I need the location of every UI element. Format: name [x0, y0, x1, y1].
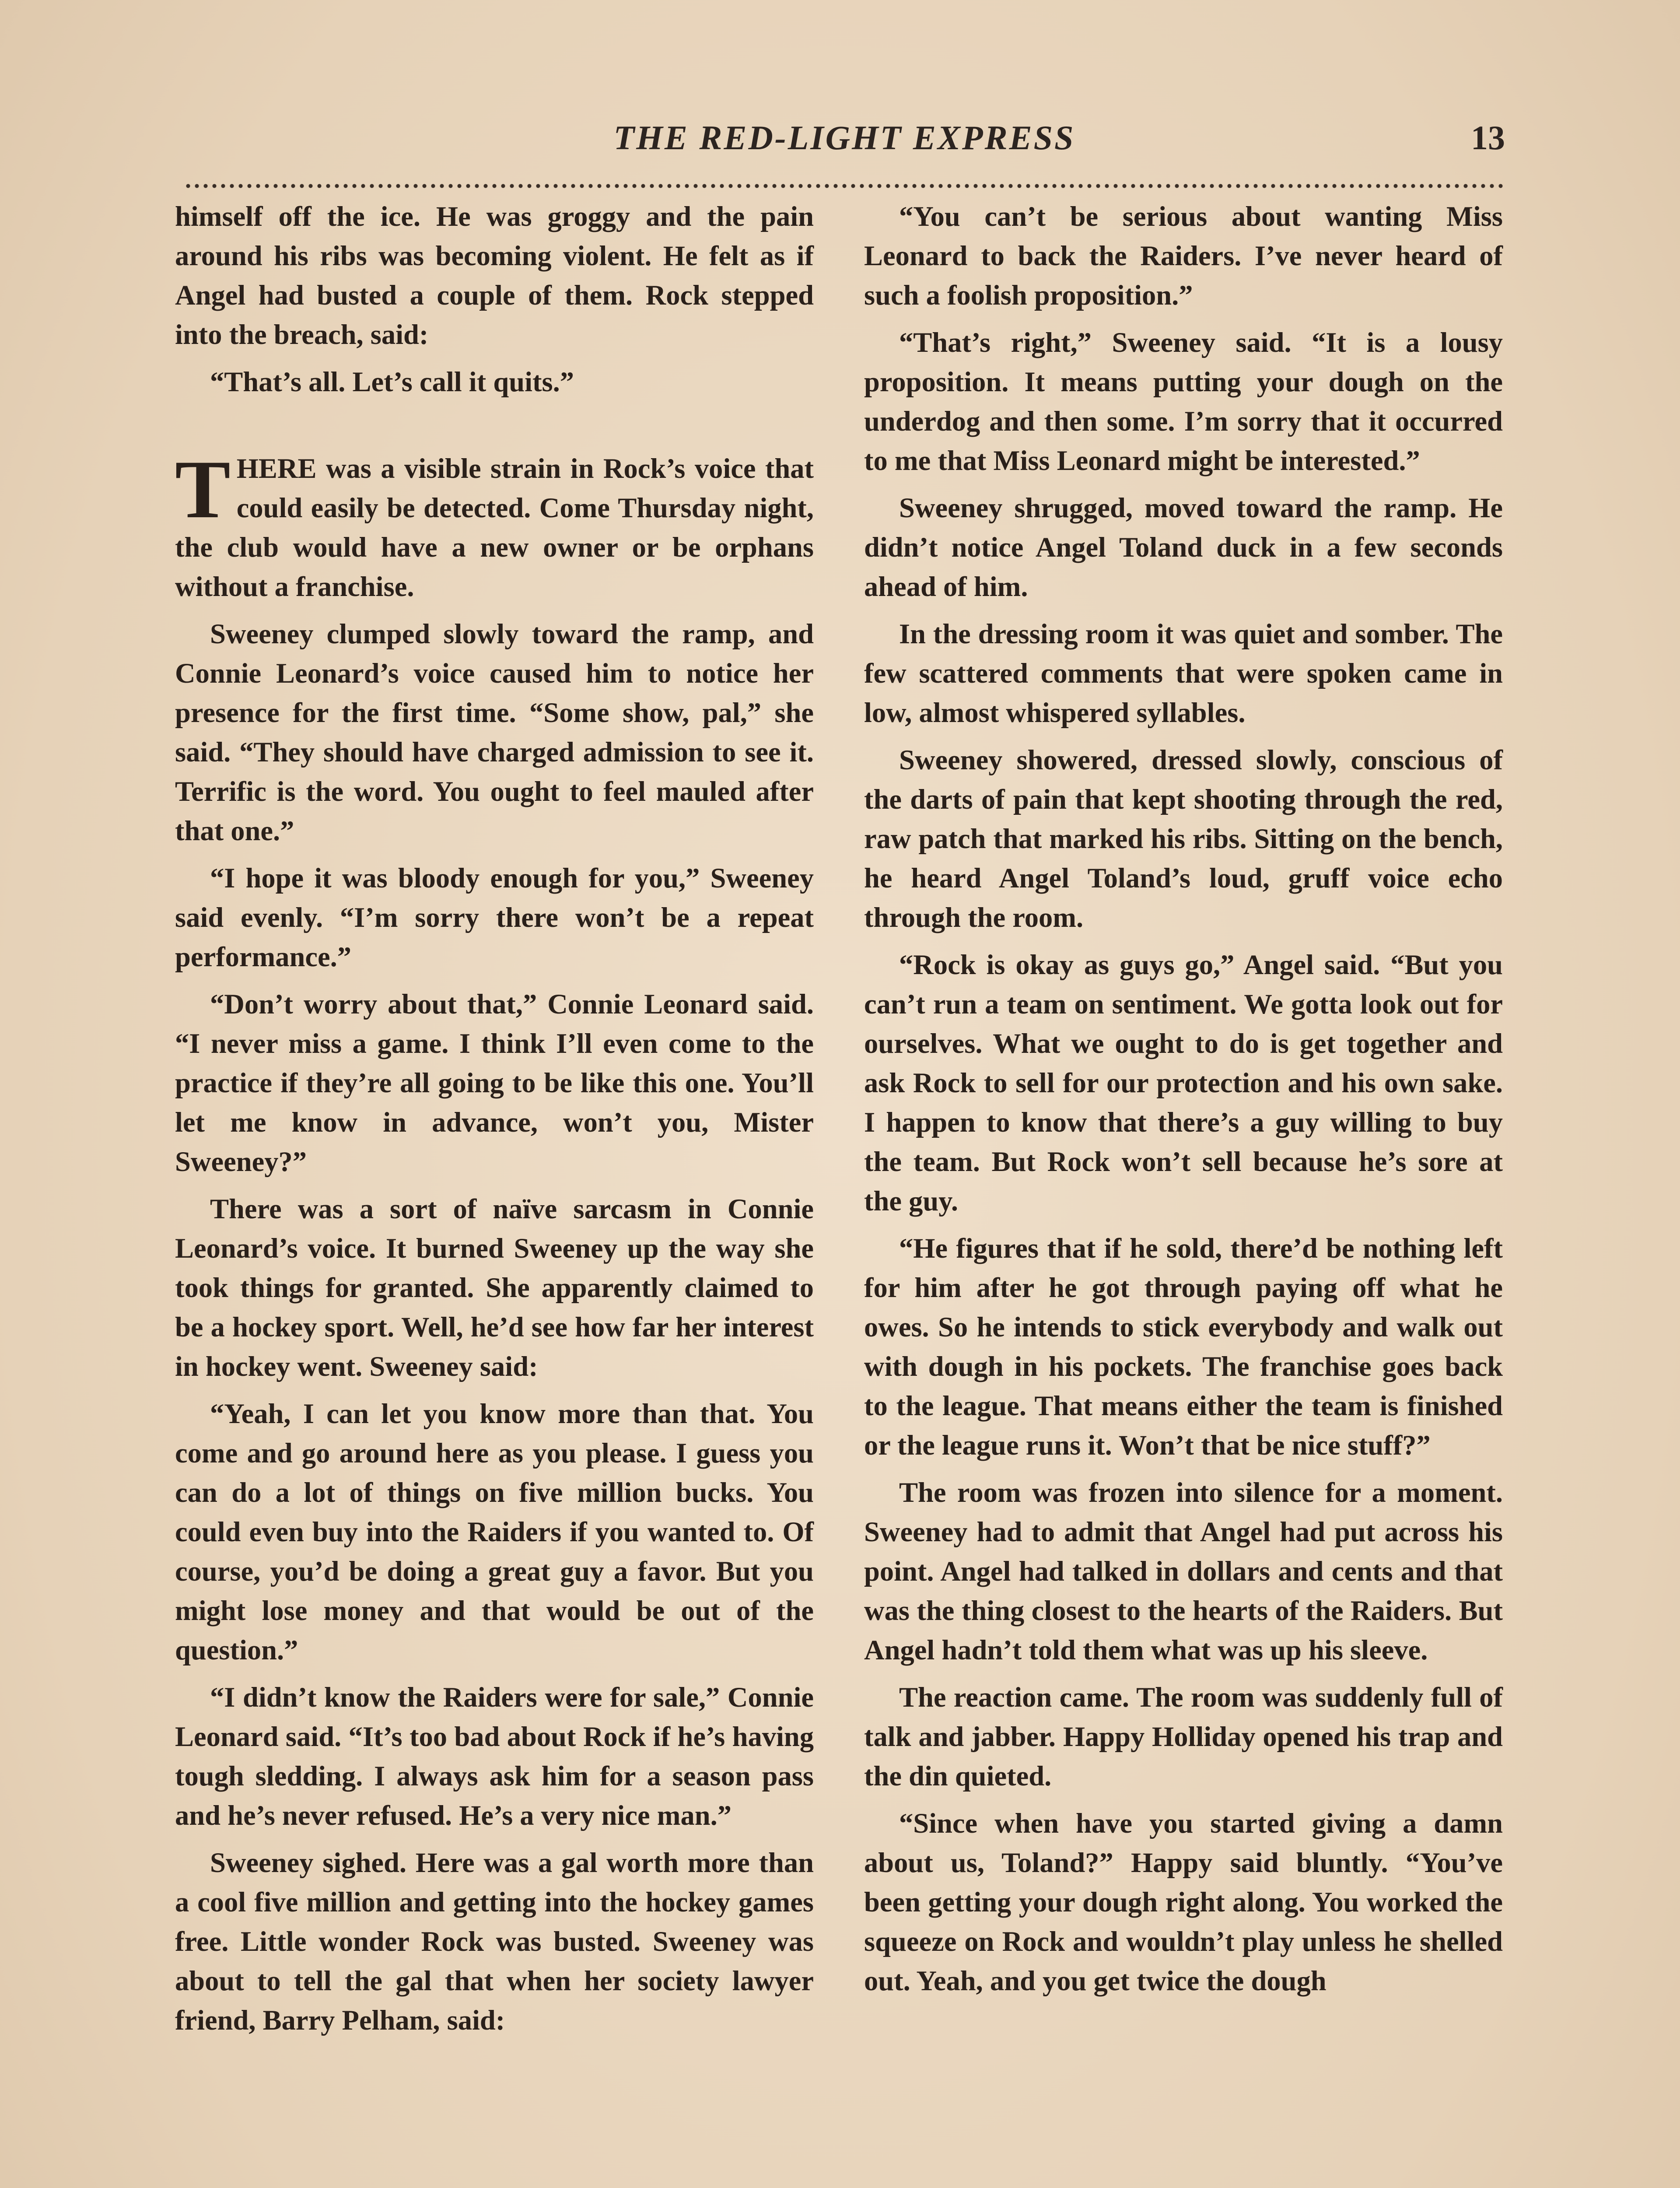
- paragraph: “Since when have you started giving a damn about us, Toland?” Happy said bluntly. “You’ve been getting your dough right along. You worked the squeeze on Rock and wouldn’t play unless he shelled out. Yeah, and you get twice the dough: [864, 1808, 1503, 1996]
- paragraph: The reaction came. The room was suddenly full of talk and jabber. Happy Holliday opened his trap and the din quieted.: [864, 1682, 1503, 1792]
- left-column: [175, 197, 814, 2048]
- paragraph: “He figures that if he sold, there’d be nothing left for him after he got through paying off what he owes. So he intends to stick everybody and walk out with dough in his pockets. The franchise goes back to the league. That means either the team is finished or the league runs it. Won’t that be nice stuff?”: [864, 1233, 1503, 1461]
- right-column: [864, 197, 1503, 2009]
- header-title: THE RED-LIGHT EXPRESS: [613, 119, 1075, 157]
- paragraph: “That’s all. Let’s call it quits.”: [210, 366, 574, 397]
- paragraph: There was a sort of naïve sarcasm in Connie Leonard’s voice. It burned Sweeney up the way she took things for granted. She apparently claimed to be a hockey sport. Well, he’d see how far her interest in hockey went. Sweeney said:: [175, 1193, 814, 1382]
- paragraph: Sweeney shrugged, moved toward the ramp. He didn’t notice Angel Toland duck in a few seconds ahead of him.: [864, 492, 1503, 602]
- paragraph: “That’s right,” Sweeney said. “It is a lousy proposition. It means putting your dough on the underdog and then some. I’m sorry that it occurred to me that Miss Leonard might be interested.”: [864, 327, 1503, 476]
- paragraph: Sweeney clumped slowly toward the ramp, and Connie Leonard’s voice caused him to notice her presence for the first time. “Some show, pal,” she said. “They should have charged admission to see it. Terrific is the word. You ought to feel mauled after that one.”: [175, 618, 814, 846]
- paragraph-with-dropcap: [175, 444, 814, 607]
- page-number: 13: [1471, 119, 1505, 157]
- paragraph: “Yeah, I can let you know more than that. You come and go around here as you please. I guess you can do a lot of things on five million bucks. You could even buy into the Raiders if you wanted to. Of course, you’d be doing a great guy a favor. But you might lose money and that would be out of the question.”: [175, 1398, 814, 1666]
- header-dotted-rule: [184, 183, 1505, 189]
- paragraph: In the dressing room it was quiet and somber. The few scattered comments that were spoken came in low, almost whispered syllables.: [864, 618, 1503, 728]
- paragraph: Sweeney showered, dressed slowly, conscious of the darts of pain that kept shooting through the red, raw patch that marked his ribs. Sitting on the bench, he heard Angel Toland’s loud, gruff voice echo through the room.: [864, 744, 1503, 933]
- paragraph: himself off the ice. He was groggy and the pain around his ribs was becoming violent. He felt as if Angel had busted a couple of them. Rock stepped into the breach, said:: [175, 201, 814, 350]
- paragraph: “I hope it was bloody enough for you,” Sweeney said evenly. “I’m sorry there won’t be a repeat performance.”: [175, 863, 814, 972]
- paragraph: “Don’t worry about that,” Connie Leonard said. “I never miss a game. I think I’ll even come to the practice if they’re all going to be like this one. You’ll let me know in advance, won’t you, Mister Sweeney?”: [175, 989, 814, 1177]
- paragraph: “Rock is okay as guys go,” Angel said. “But you can’t run a team on sentiment. We gotta look out for ourselves. What we ought to do is get together and ask Rock to sell for our protection and his own sake. I happen to know that there’s a guy willing to buy the team. But Rock won’t sell because he’s sore at the guy.: [864, 949, 1503, 1217]
- paragraph: “You can’t be serious about wanting Miss Leonard to back the Raiders. I’ve never heard of such a foolish proposition.”: [864, 201, 1503, 311]
- running-header: [184, 118, 1505, 166]
- section-break: [175, 410, 814, 449]
- drop-cap: T: [175, 444, 231, 536]
- paragraph: Sweeney sighed. Here was a gal worth more than a cool five million and getting into the hockey games free. Little wonder Rock was busted. Sweeney was about to tell the gal that when her society lawyer friend, Barry Pelham, said:: [175, 1847, 814, 2036]
- paragraph: The room was frozen into silence for a moment. Sweeney had to admit that Angel had put across his point. Angel had talked in dollars and cents and that was the thing closest to the hearts of the Raiders. But Angel hadn’t told them what was up his sleeve.: [864, 1477, 1503, 1666]
- paragraph-text: HERE was a visible strain in Rock’s voice that could easily be detected. Come Thursday night, the club would have a new owner or be orphans without a franchise.: [175, 453, 814, 602]
- paragraph: “I didn’t know the Raiders were for sale,” Connie Leonard said. “It’s too bad about Rock if he’s having tough sledding. I always ask him for a season pass and he’s never refused. He’s a very nice man.”: [175, 1682, 814, 1831]
